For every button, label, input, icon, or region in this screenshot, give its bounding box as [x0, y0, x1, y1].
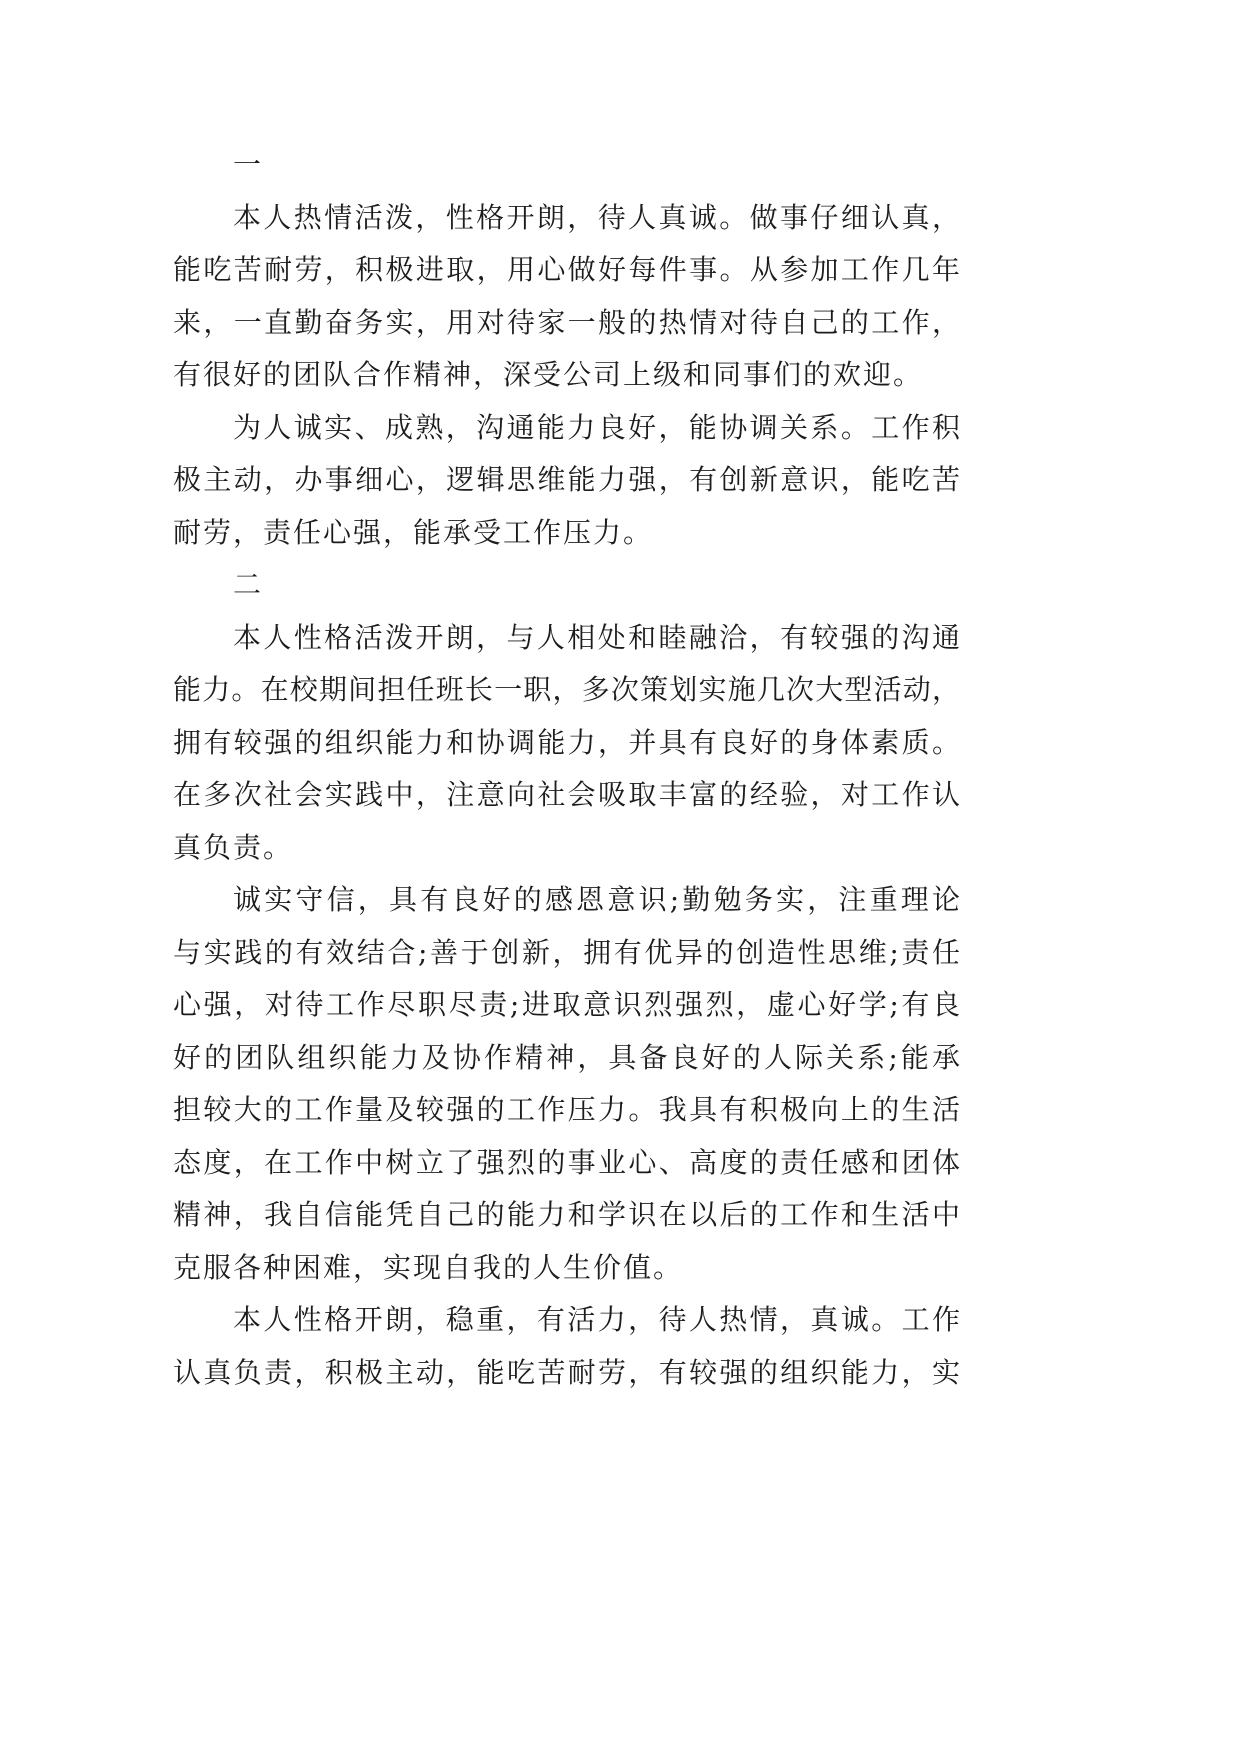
- paragraph-line: 克服各种困难，实现自我的人生价值。: [173, 1250, 684, 1284]
- paragraph-line: 好的团队组织能力及协作精神，具备良好的人际关系;能承: [173, 1040, 960, 1074]
- paragraph-line: 能吃苦耐劳，积极进取，用心做好每件事。从参加工作几年: [173, 253, 960, 286]
- paragraph-line: 与实践的有效结合;善于创新，拥有优异的创造性思维;责任: [173, 935, 960, 969]
- paragraph-line: 本人热情活泼，性格开朗，待人真诚。做事仔细认真，: [233, 200, 960, 234]
- paragraph-line: 真负责。: [173, 830, 294, 864]
- paragraph-line: 担较大的工作量及较强的工作压力。我具有积极向上的生活: [173, 1093, 960, 1126]
- section-marker-text: 二: [233, 568, 264, 601]
- paragraph-line: 精神，我自信能凭自己的能力和学识在以后的工作和生活中: [173, 1198, 960, 1231]
- section-marker-two: [173, 559, 960, 612]
- paragraph-line: 拥有较强的组织能力和协调能力，并具有良好的身体素质。: [173, 725, 960, 759]
- paragraph-line: 极主动，办事细心，逻辑思维能力强，有创新意识，能吃苦: [173, 463, 960, 496]
- paragraph-line: 态度，在工作中树立了强烈的事业心、高度的责任感和团体: [173, 1145, 960, 1179]
- paragraph: [173, 192, 960, 402]
- paragraph: [173, 1294, 960, 1399]
- section-marker-one: [173, 139, 960, 192]
- paragraph-line: 有很好的团队合作精神，深受公司上级和同事们的欢迎。: [173, 358, 924, 391]
- paragraph: [173, 402, 960, 560]
- paragraph-line: 本人性格开朗，稳重，有活力，待人热情，真诚。工作: [233, 1303, 960, 1336]
- paragraph-line: 在多次社会实践中，注意向社会吸取丰富的经验，对工作认: [173, 778, 960, 811]
- paragraph-line: 为人诚实、成熟，沟通能力良好，能协调关系。工作积: [233, 410, 960, 444]
- paragraph-line: 诚实守信，具有良好的感恩意识;勤勉务实，注重理论: [233, 883, 960, 916]
- paragraph-line: 心强，对待工作尽职尽责;进取意识烈强烈，虚心好学;有良: [173, 988, 960, 1021]
- paragraph: [173, 612, 960, 875]
- document-body: [173, 139, 960, 1399]
- paragraph-line: 认真负责，积极主动，能吃苦耐劳，有较强的组织能力，实: [173, 1355, 960, 1389]
- paragraph: [173, 874, 960, 1294]
- paragraph-line: 本人性格活泼开朗，与人相处和睦融洽，有较强的沟通: [233, 620, 960, 654]
- paragraph-line: 来，一直勤奋务实，用对待家一般的热情对待自己的工作，: [173, 305, 960, 339]
- section-marker-text: 一: [233, 148, 264, 181]
- paragraph-line: 耐劳，责任心强，能承受工作压力。: [173, 515, 654, 549]
- paragraph-line: 能力。在校期间担任班长一职，多次策划实施几次大型活动，: [173, 673, 960, 706]
